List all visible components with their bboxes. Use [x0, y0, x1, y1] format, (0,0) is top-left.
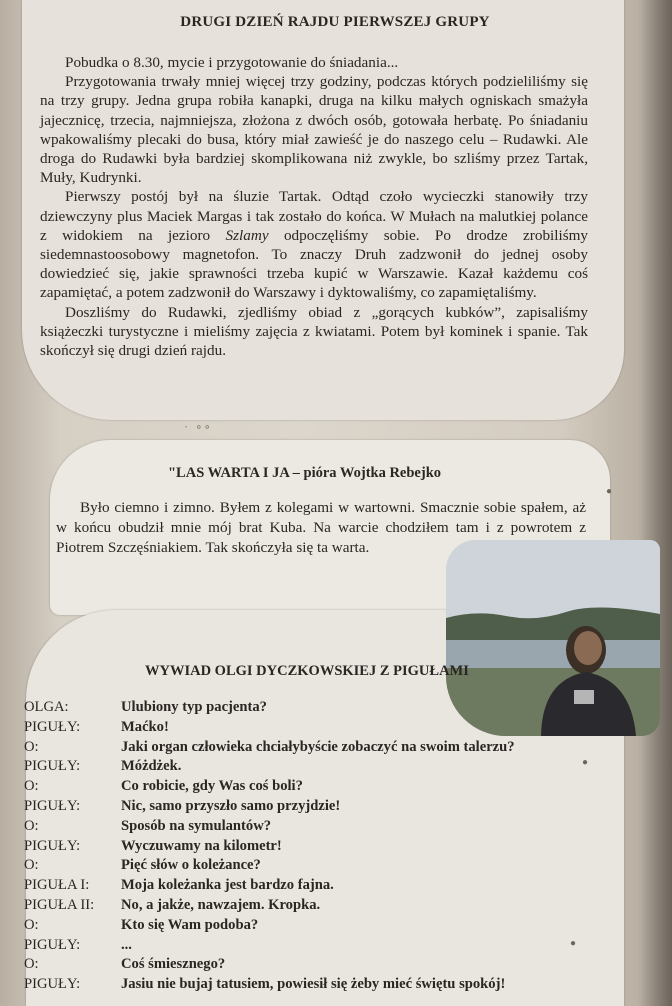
utterance: Sposób na symulantów? — [121, 817, 272, 834]
utterance: Nic, samo przyszło samo przyjdzie! — [121, 797, 341, 814]
utterance: ... — [121, 936, 132, 953]
speaker: PIGUŁA I: — [24, 877, 90, 894]
interview-line — [24, 757, 584, 777]
las-title: "LAS WARTA I JA – pióra Wojtka Rebejko — [168, 465, 442, 481]
utterance: Ulubiony typ pacjenta? — [121, 699, 267, 715]
report-paragraph: Doszliśmy do Rudawki, zjedliśmy obiad z „gorących kubków”, zapisaliśmy książeczki turystyczne i mieliśmy zajęcia z kwiatami. Potem był kominek i spanie. Tak skończył się drugi dzień rajdu. — [40, 303, 588, 360]
utterance: No, a jakże, nawzajem. Kropka. — [121, 896, 321, 913]
interview-title: WYWIAD OLGI DYCZKOWSKIEJ Z PIGUŁAMI — [145, 663, 469, 679]
utterance: Wyczuwamy na kilometr! — [121, 837, 282, 854]
utterance: Jasiu nie bujaj tatusiem, powiesił się żeby mieć świętu spokój! — [121, 976, 506, 993]
utterance: Móżdżek. — [121, 758, 182, 775]
utterance: Moja koleżanka jest bardzo fajna. — [121, 877, 334, 894]
page-spine-shadow — [638, 0, 672, 1006]
lake-name: Szlamy — [225, 226, 269, 244]
report-body — [40, 53, 588, 360]
las-body: Było ciemno i zimno. Byłem z kolegami w wartowni. Smacznie sobie spałem, aż w końcu obudził mnie mój brat Kuba. Na warcie chodziłem tam i z powrotem z Piotrem Szczęśniakiem. Tak skończyła się ta warta. — [56, 499, 586, 556]
speaker: O: — [24, 857, 39, 874]
utterance: Coś śmiesznego? — [121, 956, 226, 973]
speaker: O: — [24, 738, 39, 755]
report-paragraph: Pobudka o 8.30, mycie i przygotowanie do śniadania... — [65, 54, 399, 71]
utterance: Co robicie, gdy Was coś boli? — [121, 778, 303, 795]
interview-line — [24, 896, 584, 916]
interview-line — [24, 856, 584, 876]
interview-line — [24, 777, 584, 797]
report-paragraph: Przygotowania trwały mniej więcej trzy godziny, podczas których podzieliliśmy się na trzy grupy. Jedna grupa robiła kanapki, druga na kilku małych ogniskach smażyła jajecznicę, trzecia, najmniejsza, złożona z dwóch osób, gotowała herbatę. Po śniadaniu wpakowaliśmy plecaki do busa, który miał zawieść je do naszego celu – Rudawki. Ale droga do Rudawki była bardziej skomplikowana niż zwykle, bo szliśmy przez Tartak, Muły, Kudrynki. — [40, 73, 588, 187]
paper-speck: ● — [582, 757, 589, 768]
speaker: O: — [24, 817, 39, 834]
interview-line — [24, 936, 584, 956]
report-paragraph — [40, 187, 588, 302]
speaker: OLGA: — [24, 699, 69, 715]
interview-line — [24, 876, 584, 896]
interview-line — [24, 698, 584, 718]
interview-line — [24, 975, 584, 995]
interview-line — [24, 718, 584, 738]
interview-line — [24, 817, 584, 837]
speaker: PIGUŁY: — [24, 797, 81, 814]
interview-lines — [24, 698, 584, 995]
paper-speck: ● — [570, 938, 577, 949]
speaker: O: — [24, 778, 39, 795]
utterance: Kto się Wam podoba? — [121, 916, 259, 933]
speaker: PIGUŁY: — [24, 837, 81, 854]
decorative-dots: · ∘∘ — [184, 419, 213, 434]
interview-line — [24, 916, 584, 936]
speaker: O: — [24, 916, 39, 933]
paper-speck: ● — [606, 486, 613, 497]
utterance: Pięć słów o koleżance? — [121, 857, 261, 874]
speaker: O: — [24, 956, 39, 973]
speaker: PIGUŁY: — [24, 718, 81, 735]
interview-line — [24, 738, 584, 758]
interview-line — [24, 955, 584, 975]
speaker: PIGUŁY: — [24, 976, 81, 993]
report-paragraph-part: odpoczęliśmy sobie. Po drodze zrobiliśmy siedemnastoosobowy magnetofon. To znaczy Druh zadzwonił do jednej osoby dowiedzieć się, jakie sprawności trzeba kupić w Warszawie. Kazał każdemu coś zapamiętać, a potem zadzwonił do Warszawy i dyktowaliśmy, co zapamiętaliśmy. — [40, 226, 589, 302]
interview-line — [24, 837, 584, 857]
speaker: PIGUŁY: — [24, 758, 81, 775]
speaker: PIGUŁY: — [24, 936, 81, 953]
report-title: DRUGI DZIEŃ RAJDU PIERWSZEJ GRUPY — [180, 14, 490, 30]
speaker: PIGUŁA II: — [24, 896, 95, 913]
utterance: Maćko! — [121, 718, 169, 735]
utterance: Jaki organ człowieka chciałybyście zobaczyć na swoim talerzu? — [121, 738, 515, 755]
report-paragraph-part: Pierwszy postój był na śluzie Tartak. Odtąd czoło wycieczki stanowiły trzy dziewczyny plus Maciek Margas i tak zostało do końca. W Mułach na malutkiej polance z widokiem na jezioro — [40, 188, 588, 244]
interview-line — [24, 797, 584, 817]
